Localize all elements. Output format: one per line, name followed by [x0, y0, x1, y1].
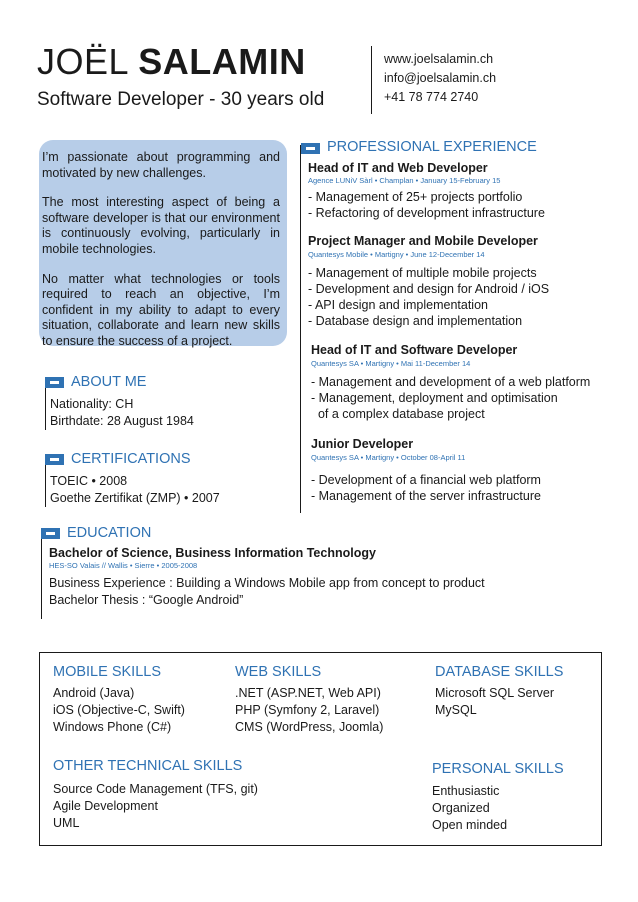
job-bullet: - Refactoring of development infrastructure [308, 206, 545, 220]
section-rule [45, 388, 46, 430]
skill-item: Android (Java) [53, 686, 135, 700]
name-heading [37, 40, 306, 84]
skill-item: Windows Phone (C#) [53, 719, 172, 734]
column-divider [300, 145, 301, 513]
education-title: EDUCATION [67, 525, 152, 541]
job-bullet: - Management, deployment and optimisation [311, 391, 558, 405]
intro-paragraph: The most interesting aspect of being a software developer is that our environment is continuously evolving, particularly in mobile technologies. [42, 195, 280, 256]
subtitle: Software Developer - 30 years old [37, 89, 325, 110]
job-meta: Quantesys SA • Martigny • October 08-April 11 [311, 453, 466, 462]
skill-item: iOS (Objective-C, Swift) [53, 702, 185, 717]
job-bullet: - API design and implementation [308, 298, 488, 312]
education-line: Bachelor Thesis : “Google Android” [49, 593, 244, 607]
other-skills-title: OTHER TECHNICAL SKILLS [53, 758, 243, 774]
web-skills-list [235, 685, 383, 735]
other-skills-list [53, 781, 258, 831]
job-meta: Quantesys SA • Martigny • Mai 11-December 14 [311, 359, 471, 368]
section-marker-icon [45, 454, 64, 465]
job-bullet: - Management and development of a web platform [311, 375, 591, 389]
skill-item: CMS (WordPress, Joomla) [235, 719, 384, 734]
job-meta: Quantesys Mobile • Martigny • June 12-December 14 [308, 250, 485, 259]
website-link[interactable]: www.joelsalamin.ch [384, 52, 494, 66]
database-skills-list [435, 685, 554, 719]
degree-title: Bachelor of Science, Business Information Technology [49, 546, 376, 560]
skill-item: PHP (Symfony 2, Laravel) [235, 702, 380, 717]
web-skills-title: WEB SKILLS [235, 664, 322, 680]
job-bullet: - Management of multiple mobile projects [308, 266, 537, 280]
certifications-title: CERTIFICATIONS [71, 451, 191, 467]
job-title: Head of IT and Software Developer [311, 343, 518, 357]
experience-title: PROFESSIONAL EXPERIENCE [327, 139, 537, 155]
job-title: Junior Developer [311, 437, 414, 451]
certification-item: TOEIC • 2008 [50, 474, 128, 488]
personal-skills-list [432, 783, 507, 833]
section-rule [41, 539, 42, 619]
skill-item: Open minded [432, 817, 508, 832]
last-name: SALAMIN [138, 41, 306, 82]
job-bullet: - Management of 25+ projects portfolio [308, 190, 523, 204]
skill-item: UML [53, 815, 80, 830]
job-meta: Agence LUNiV Sàrl • Champlan • January 15-February 15 [308, 176, 501, 185]
skill-item: Source Code Management (TFS, git) [53, 782, 258, 796]
certification-item: Goethe Zertifikat (ZMP) • 2007 [50, 491, 220, 505]
skill-item: Organized [432, 800, 490, 815]
mobile-skills-title: MOBILE SKILLS [53, 664, 161, 680]
birthdate: Birthdate: 28 August 1984 [50, 414, 194, 428]
database-skills-title: DATABASE SKILLS [435, 664, 564, 680]
email-link[interactable]: info@joelsalamin.ch [384, 71, 497, 85]
intro-paragraph: No matter what technologies or tools required to reach an objective, I’m confident in my ability to adapt to every situation, collaborate and learn new skills to ensure the success of a project. [42, 271, 280, 348]
section-marker-icon [41, 528, 60, 539]
degree-meta: HES-SO Valais // Wallis • Sierre • 2005-2008 [49, 561, 198, 570]
job-title: Head of IT and Web Developer [308, 161, 488, 175]
skill-item: .NET (ASP.NET, Web API) [235, 686, 381, 700]
skill-item: Agile Development [53, 798, 158, 813]
job-bullet: of a complex database project [311, 407, 485, 421]
job-bullet: - Management of the server infrastructure [311, 489, 541, 503]
skill-item: Microsoft SQL Server [435, 686, 555, 700]
job-title: Project Manager and Mobile Developer [308, 234, 538, 248]
section-marker-icon [301, 143, 320, 154]
about-title: ABOUT ME [71, 374, 147, 390]
mobile-skills-list [53, 685, 185, 735]
job-bullet: - Development and design for Android / iOS [308, 282, 550, 296]
first-name: JOËL [37, 41, 128, 82]
section-marker-icon [45, 377, 64, 388]
skill-item: Enthusiastic [432, 784, 500, 798]
nationality: Nationality: CH [50, 397, 134, 411]
contact-divider [371, 46, 372, 114]
intro-paragraph: I’m passionate about programming and motivated by new challenges. [42, 150, 280, 180]
personal-skills-title: PERSONAL SKILLS [432, 761, 564, 777]
section-rule [45, 465, 46, 507]
job-bullet: - Development of a financial web platform [311, 473, 541, 487]
phone-number: +41 78 774 2740 [384, 90, 479, 104]
job-bullet: - Database design and implementation [308, 314, 523, 328]
intro-box [39, 140, 287, 346]
education-line: Business Experience : Building a Windows Mobile app from concept to product [49, 576, 485, 590]
skill-item: MySQL [435, 702, 477, 717]
